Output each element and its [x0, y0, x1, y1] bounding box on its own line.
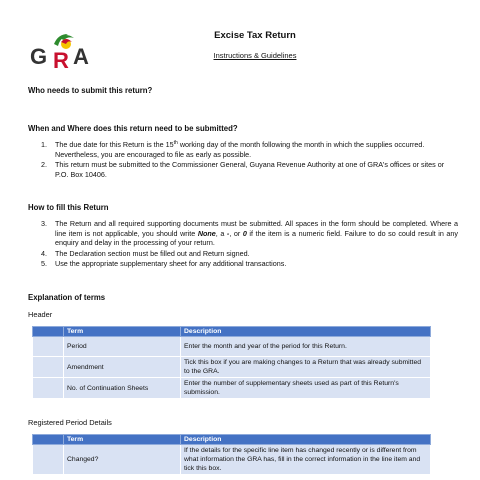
- list-item: 1. The due date for this Return is the 15th working day of the month following the month in which the supplies occurred. Nevertheless, you are encouraged to file as early as possible.: [41, 140, 425, 159]
- gra-logo: [28, 30, 98, 70]
- header-label: Header: [28, 310, 53, 319]
- table-row: [33, 357, 431, 378]
- column-header-term: Term: [64, 327, 181, 337]
- when-list: [28, 140, 458, 180]
- description-cell: Enter the month and year of the period for this Return.: [181, 337, 431, 357]
- svg-text:G: G: [30, 44, 48, 69]
- section-heading-how: How to fill this Return: [28, 203, 109, 212]
- term-cell: Changed?: [64, 445, 181, 475]
- list-item: 3. The Return and all required supporting documents must be submitted. All spaces in the form should be completed. Where a line item is not applicable, you should write None, a -, or 0 if the item is a numeric field. Failure to do so could result in any enquiry and delay in the processing of your return.: [41, 219, 458, 248]
- list-item: 2. This return must be submitted to the Commissioner General, Guyana Revenue Authority at one of GRA's offices or sites or P.O. Box 10406.: [41, 160, 445, 179]
- table-row: [33, 445, 431, 475]
- section-heading-terms: Explanation of terms: [28, 293, 106, 302]
- svg-text:R: R: [53, 48, 69, 70]
- page-title: Excise Tax Return: [214, 30, 296, 41]
- column-header-term: Term: [64, 435, 181, 445]
- table-row: [33, 337, 431, 357]
- column-header-description: Description: [181, 435, 431, 445]
- description-cell: If the details for the specific line item has changed recently or is different from what information the GRA has, fill in the correct information in the line item and tick this box.: [181, 445, 431, 475]
- term-cell: Period: [64, 337, 181, 357]
- description-cell: Enter the number of supplementary sheets used as part of this Return's submission.: [181, 378, 431, 399]
- svg-text:A: A: [73, 44, 89, 69]
- term-cell: Amendment: [64, 357, 181, 378]
- section-heading-who: Who needs to submit this return?: [28, 86, 153, 95]
- list-item: 4. The Declaration section must be filled out and Return signed.: [41, 248, 250, 258]
- how-list: [28, 219, 458, 270]
- registered-period-label: Registered Period Details: [28, 418, 112, 427]
- list-item: 5. Use the appropriate supplementary sheet for any additional transactions.: [41, 259, 287, 269]
- header-terms-table: [32, 326, 431, 399]
- registered-terms-table: [32, 434, 431, 475]
- section-heading-when: When and Where does this return need to be submitted?: [28, 124, 238, 133]
- term-cell: No. of Continuation Sheets: [64, 378, 181, 399]
- description-cell: Tick this box if you are making changes to a Return that was already submitted to the GRA.: [181, 357, 431, 378]
- column-header-description: Description: [181, 327, 431, 337]
- table-row: [33, 378, 431, 399]
- page-subtitle: Instructions & Guidelines: [213, 51, 297, 60]
